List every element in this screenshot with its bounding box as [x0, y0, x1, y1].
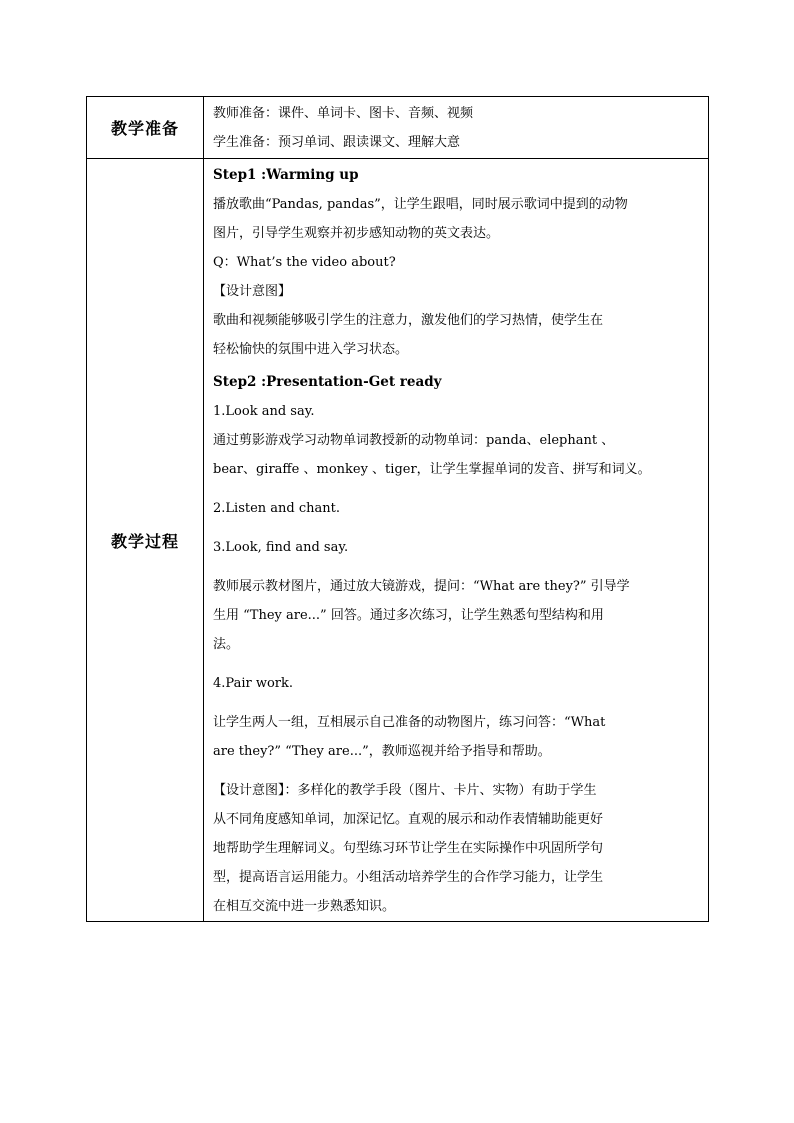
process-row — [87, 159, 709, 922]
student-prep: 学生准备：预习单词、跟读课文、理解大意 — [213, 135, 461, 150]
activity-4-text-line: 让学生两人一组，互相展示自己准备的动物图片，练习问答：“What — [213, 715, 606, 730]
activity-4-title: 4.Pair work. — [213, 676, 293, 691]
design-intent-2-text-line: 在相互交流中进一步熟悉知识。 — [213, 899, 396, 914]
activity-2-title: 2.Listen and chant. — [213, 501, 340, 516]
teacher-prep: 教师准备：课件、单词卡、图卡、音频、视频 — [213, 106, 474, 121]
process-label: 教学过程 — [87, 159, 204, 922]
activity-1-title: 1.Look and say. — [213, 404, 315, 419]
activity-3-text-line: 法。 — [213, 637, 240, 652]
step1-text-line: 播放歌曲“Pandas, pandas”，让学生跟唱，同时展示歌词中提到的动物 — [213, 197, 628, 212]
design-intent-heading: 【设计意图】 — [213, 284, 292, 299]
activity-3-text-line: 教师展示教材图片，通过放大镜游戏，提问：“What are they?” 引导学 — [213, 579, 630, 594]
step2-title: Step2 :Presentation-Get ready — [213, 374, 442, 390]
design-intent-2-text-line: 【设计意图】：多样化的教学手段（图片、卡片、实物）有助于学生 — [213, 783, 597, 798]
prep-label: 教学准备 — [87, 97, 204, 159]
step1-question: Q：What’s the video about? — [213, 255, 396, 270]
design-intent-text-line: 轻松愉快的氛围中进入学习状态。 — [213, 342, 409, 357]
design-intent-2-text-line: 型，提高语言运用能力。小组活动培养学生的合作学习能力，让学生 — [213, 870, 604, 885]
process-content — [204, 159, 709, 922]
prep-row — [87, 97, 709, 159]
step1-title: Step1 :Warming up — [213, 167, 359, 183]
prep-content — [204, 97, 709, 159]
design-intent-2-text-line: 地帮助学生理解词义。句型练习环节让学生在实际操作中巩固所学句 — [213, 841, 604, 856]
design-intent-2-text-line: 从不同角度感知单词，加深记忆。直观的展示和动作表情辅助能更好 — [213, 812, 604, 827]
activity-3-text-line: 生用 “They are...” 回答。通过多次练习，让学生熟悉句型结构和用 — [213, 608, 604, 623]
activity-3-title: 3.Look, find and say. — [213, 540, 349, 555]
activity-4-text-line: are they?” “They are...”，教师巡视并给予指导和帮助。 — [213, 744, 551, 759]
step1-text-line: 图片，引导学生观察并初步感知动物的英文表达。 — [213, 226, 500, 241]
activity-1-text-line: bear、giraffe 、monkey 、tiger，让学生掌握单词的发音、拼写和词义。 — [213, 462, 651, 477]
lesson-plan-table — [86, 96, 709, 922]
design-intent-text-line: 歌曲和视频能够吸引学生的注意力，激发他们的学习热情，使学生在 — [213, 313, 604, 328]
activity-1-text-line: 通过剪影游戏学习动物单词教授新的动物单词：panda、elephant 、 — [213, 433, 615, 448]
